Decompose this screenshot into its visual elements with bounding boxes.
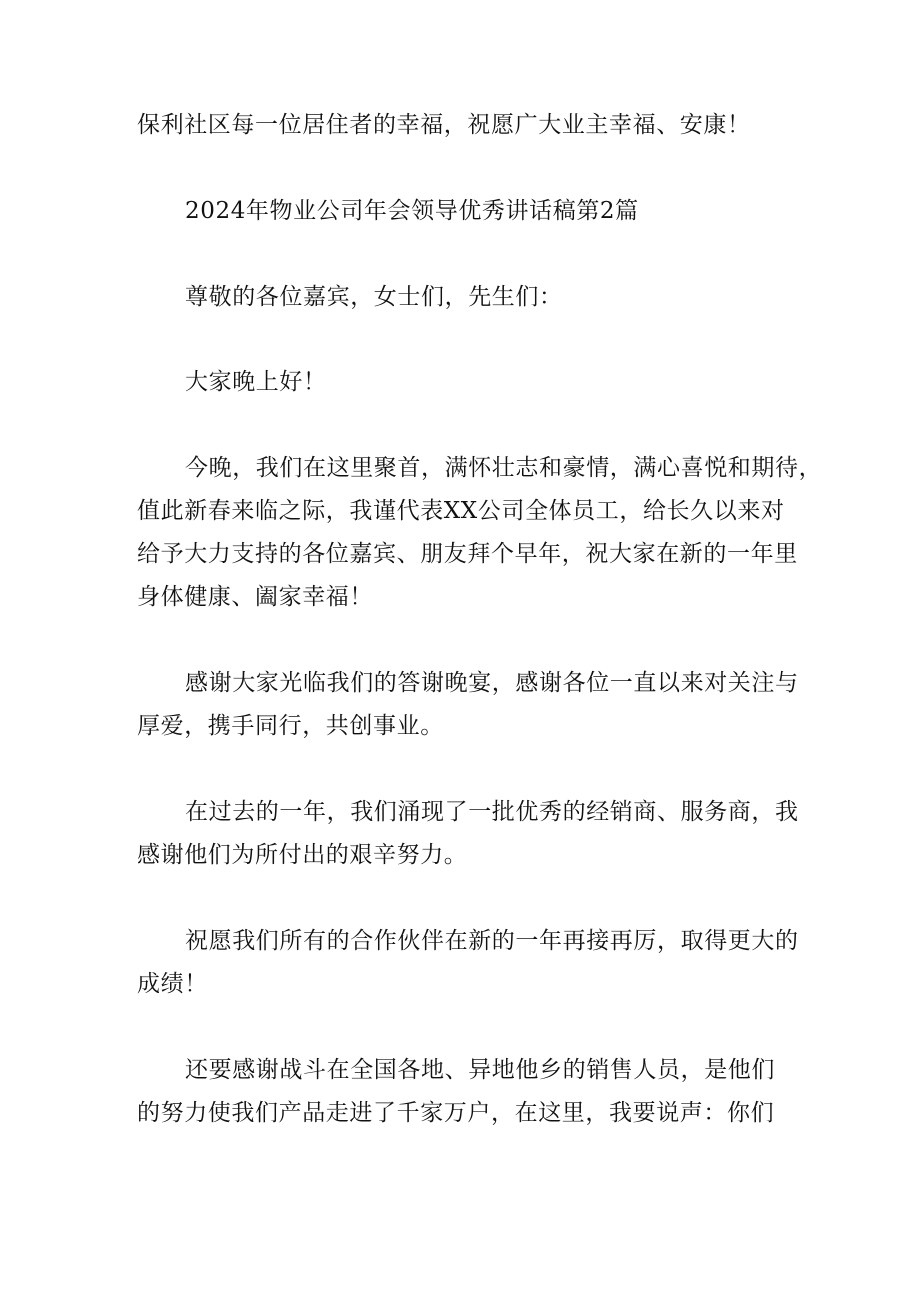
paragraph-9-line-1: 还要感谢战斗在全国各地、异地他乡的销售人员，是他们 bbox=[185, 1057, 775, 1083]
section-heading: 2024年物业公司年会领导优秀讲话稿第2篇 bbox=[185, 198, 639, 224]
paragraph-7-line-1: 在过去的一年，我们涌现了一批优秀的经销商、服务商，我 bbox=[185, 799, 799, 825]
paragraph-6-line-1: 感谢大家光临我们的答谢晚宴，感谢各位一直以来对关注与 bbox=[185, 670, 799, 696]
greeting: 大家晚上好！ bbox=[185, 369, 327, 395]
paragraph-6-line-2: 厚爱，携手同行，共创事业。 bbox=[137, 713, 444, 739]
paragraph-8-line-2: 成绩！ bbox=[137, 971, 208, 997]
paragraph-7-line-2: 感谢他们为所付出的艰辛努力。 bbox=[137, 842, 468, 868]
paragraph-8-line-1: 祝愿我们所有的合作伙伴在新的一年再接再厉，取得更大的 bbox=[185, 928, 799, 954]
paragraph-1-line-1: 保利社区每一位居住者的幸福，祝愿广大业主幸福、安康！ bbox=[137, 112, 751, 138]
paragraph-5-line-4: 身体健康、阖家幸福！ bbox=[137, 584, 373, 610]
paragraph-9-line-2: 的努力使我们产品走进了千家万户，在这里，我要说声：你们 bbox=[137, 1100, 775, 1126]
paragraph-5-line-1: 今晚，我们在这里聚首，满怀壮志和豪情，满心喜悦和期待， bbox=[185, 455, 823, 481]
paragraph-5-line-3: 给予大力支持的各位嘉宾、朋友拜个早年，祝大家在新的一年里 bbox=[137, 541, 798, 567]
salutation: 尊敬的各位嘉宾，女士们，先生们： bbox=[185, 284, 563, 310]
paragraph-5-line-2: 值此新春来临之际，我谨代表XX公司全体员工，给长久以来对 bbox=[137, 498, 785, 524]
